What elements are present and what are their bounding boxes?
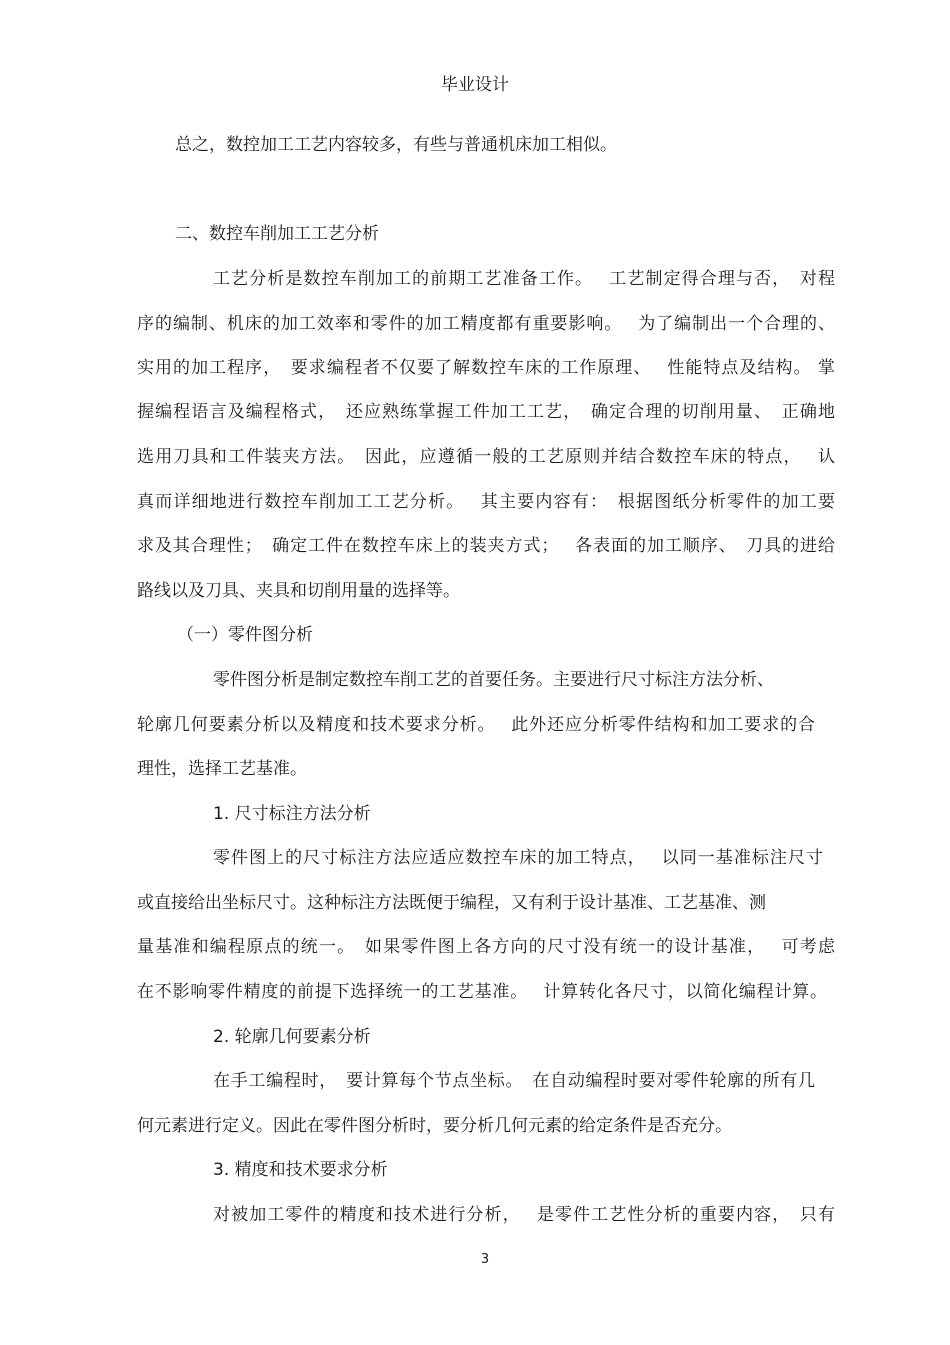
page-header-title: 毕业设计 xyxy=(441,75,509,95)
paragraph-line: 真而详细地进行数控车削加工工艺分析。 其主要内容有： 根据图纸分析零件的加工要 xyxy=(137,492,835,512)
subsection-heading: （一）零件图分析 xyxy=(177,625,313,645)
section-heading: 二、数控车削加工工艺分析 xyxy=(175,224,379,244)
item-heading: 2. 轮廓几何要素分析 xyxy=(213,1027,371,1047)
paragraph-line: 工艺分析是数控车削加工的前期工艺准备工作。 工艺制定得合理与否， 对程 xyxy=(213,269,835,289)
item-heading: 1. 尺寸标注方法分析 xyxy=(213,804,371,824)
paragraph-line: 路线以及刀具、夹具和切削用量的选择等。 xyxy=(137,581,460,601)
page-number: 3 xyxy=(480,1252,490,1267)
paragraph-line: 量基准和编程原点的统一。 如果零件图上各方向的尺寸没有统一的设计基准， 可考虑 xyxy=(137,937,835,957)
paragraph-line: 对被加工零件的精度和技术进行分析， 是零件工艺性分析的重要内容， 只有 xyxy=(213,1205,835,1225)
paragraph-line: 何元素进行定义。因此在零件图分析时，要分析几何元素的给定条件是否充分。 xyxy=(137,1116,732,1136)
paragraph-line: 零件图分析是制定数控车削工艺的首要任务。主要进行尺寸标注方法分析、 xyxy=(213,670,774,690)
item-heading: 3. 精度和技术要求分析 xyxy=(213,1160,388,1180)
paragraph-line: 或直接给出坐标尺寸。这种标注方法既便于编程，又有利于设计基准、工艺基准、测 xyxy=(137,893,766,913)
paragraph-line: 零件图上的尺寸标注方法应适应数控车床的加工特点， 以同一基准标注尺寸 xyxy=(213,848,823,868)
paragraph-line: 理性，选择工艺基准。 xyxy=(137,759,307,779)
paragraph-line: 在手工编程时， 要计算每个节点坐标。 在自动编程时要对零件轮廓的所有几 xyxy=(213,1071,815,1091)
intro-paragraph: 总之，数控加工工艺内容较多，有些与普通机床加工相似。 xyxy=(175,135,617,155)
paragraph-line: 选用刀具和工件装夹方法。 因此，应遵循一般的工艺原则并结合数控车床的特点， 认 xyxy=(137,447,835,467)
paragraph-line: 轮廓几何要素分析以及精度和技术要求分析。 此外还应分析零件结构和加工要求的合 xyxy=(137,715,815,735)
paragraph-line: 实用的加工程序， 要求编程者不仅要了解数控车床的工作原理、 性能特点及结构。 掌 xyxy=(137,358,835,378)
paragraph-line: 求及其合理性； 确定工件在数控车床上的装夹方式； 各表面的加工顺序、 刀具的进给 xyxy=(137,536,835,556)
paragraph-line: 在不影响零件精度的前提下选择统一的工艺基准。 计算转化各尺寸，以简化编程计算。 xyxy=(137,982,827,1002)
paragraph-line: 握编程语言及编程格式， 还应熟练掌握工件加工工艺， 确定合理的切削用量、 正确地 xyxy=(137,402,835,422)
paragraph-line: 序的编制、机床的加工效率和零件的加工精度都有重要影响。 为了编制出一个合理的、 xyxy=(137,314,835,334)
